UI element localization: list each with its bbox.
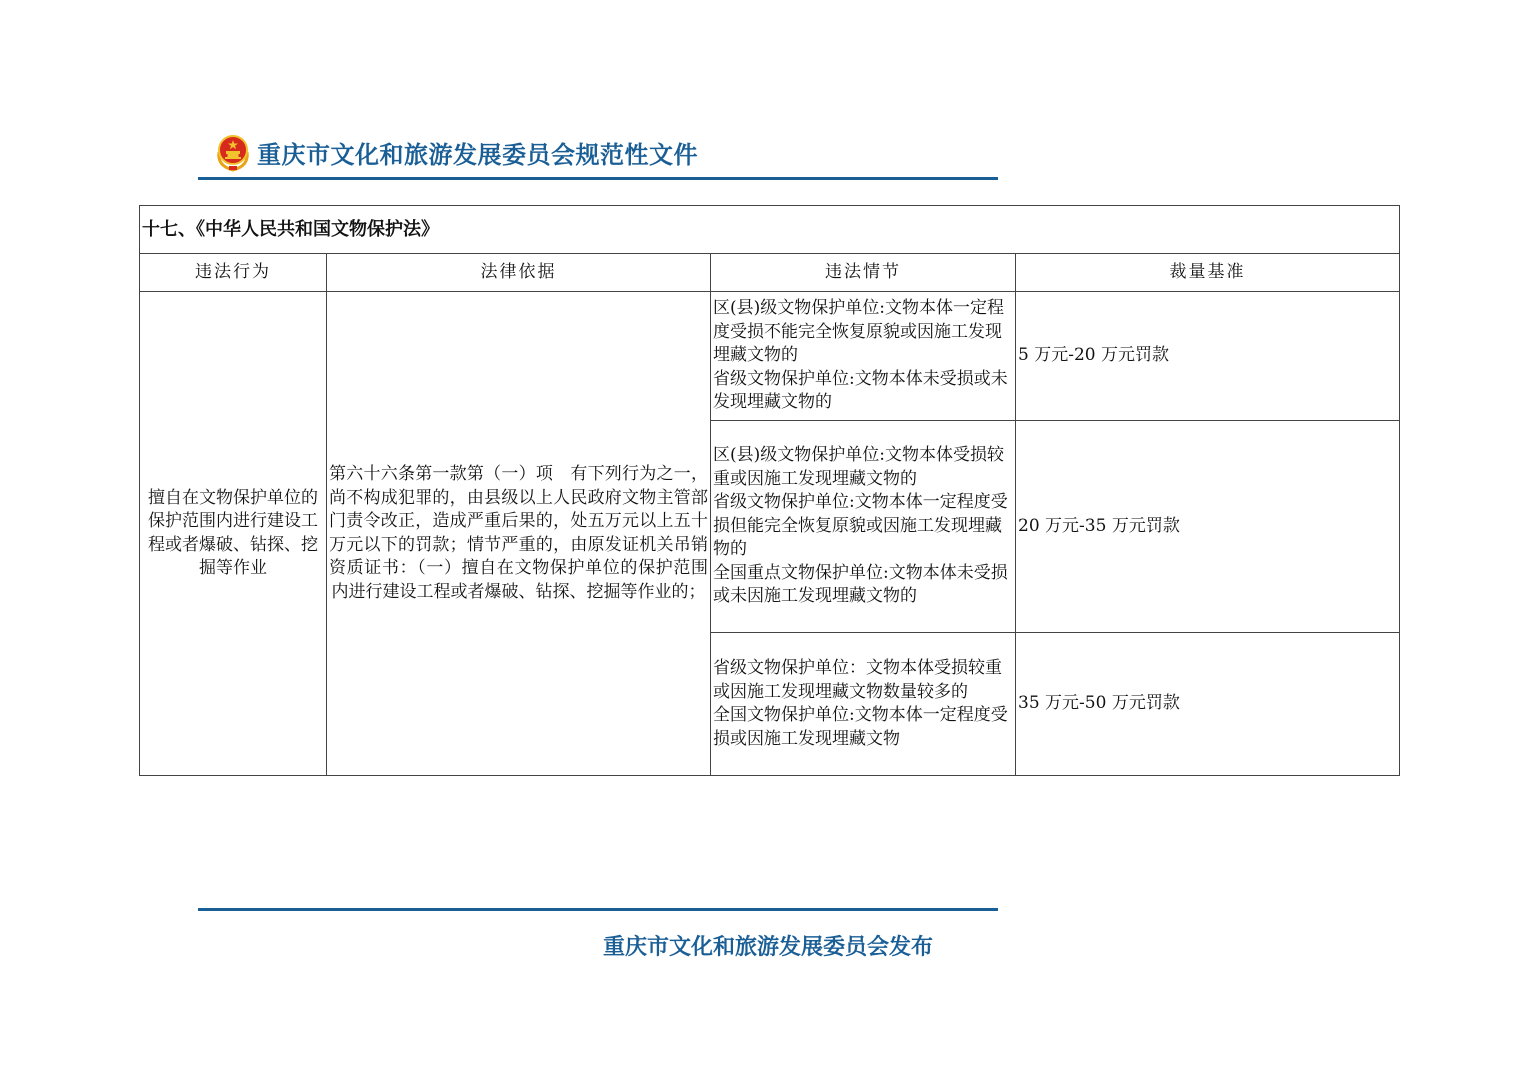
circumstance-text: 省级文物保护单位：文物本体受损较重或因施工发现埋藏文物数量较多的 xyxy=(713,658,1002,702)
publisher-footer: 重庆市文化和旅游发展委员会发布 xyxy=(603,934,934,960)
column-header-behavior: 违法行为 xyxy=(140,254,327,292)
penalty-standard-cell: 35 万元-50 万元罚款 xyxy=(1016,633,1400,776)
circumstance-cell xyxy=(711,421,1016,633)
section-title: 十七、《中华人民共和国文物保护法》 xyxy=(140,206,1400,254)
circumstance-cell xyxy=(711,633,1016,776)
column-header-legal-basis: 法律依据 xyxy=(327,254,711,292)
document-header xyxy=(215,130,698,174)
footer-divider xyxy=(198,908,998,911)
column-header-circumstances: 违法情节 xyxy=(711,254,1016,292)
column-header-row xyxy=(140,254,1400,292)
document-header-title: 重庆市文化和旅游发展委员会规范性文件 xyxy=(257,139,698,169)
penalty-standard-cell: 20 万元-35 万元罚款 xyxy=(1016,421,1400,633)
section-title-row xyxy=(140,206,1400,254)
header-divider xyxy=(198,177,998,180)
column-header-standard: 裁量基准 xyxy=(1016,254,1400,292)
circumstance-cell xyxy=(711,292,1016,421)
penalty-standard-table xyxy=(139,205,1400,776)
violation-behavior-cell: 擅自在文物保护单位的保护范围内进行建设工程或者爆破、钻探、挖掘等作业 xyxy=(140,292,327,776)
circumstance-text: 区(县)级文物保护单位:文物本体一定程度受损不能完全恢复原貌或因施工发现埋藏文物的 xyxy=(713,298,1004,366)
circumstance-text: 全国重点文物保护单位:文物本体未受损或未因施工发现埋藏文物的 xyxy=(713,562,1008,607)
circumstance-text: 区(县)级文物保护单位:文物本体受损较重或因施工发现埋藏文物的 xyxy=(713,445,1004,489)
table-row xyxy=(140,292,1400,421)
national-emblem-icon xyxy=(215,132,251,172)
penalty-standard-cell: 5 万元-20 万元罚款 xyxy=(1016,292,1400,421)
circumstance-text: 省级文物保护单位:文物本体一定程度受损但能完全恢复原貌或因施工发现埋藏物的 xyxy=(713,492,1008,560)
legal-basis-cell: 第六十六条第一款第（一）项 有下列行为之一，尚不构成犯罪的，由县级以上人民政府文物主管部门责令改正，造成严重后果的，处五万元以上五十万元以下的罚款；情节严重的，由原发证机关吊销资质证书：（一）擅自在文物保护单位的保护范围内进行建设工程或者爆破、钻探、挖掘等作业的； xyxy=(327,292,711,776)
circumstance-text: 全国文物保护单位:文物本体一定程度受损或因施工发现埋藏文物 xyxy=(713,705,1008,749)
circumstance-text: 省级文物保护单位:文物本体未受损或未发现埋藏文物的 xyxy=(713,368,1008,413)
